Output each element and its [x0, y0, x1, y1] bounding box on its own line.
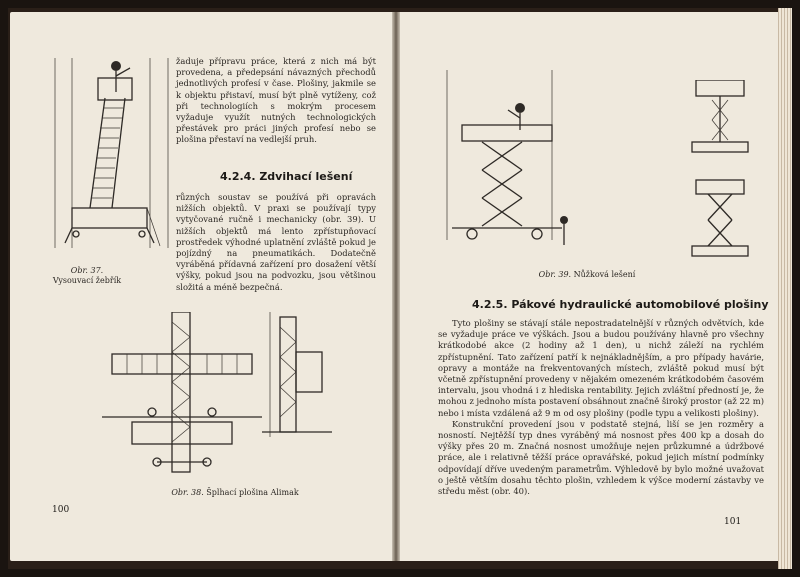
- figure-39-number: Obr. 39.: [538, 270, 572, 279]
- section-4-2-4-paragraph: různých soustav se používá při opravách nižších objektů. V praxi se používají typy vytyčované ručně i mechanicky (obr. 39). U nižších objektů má lento zpřístupňovací prostředek výhodné uplatnění zvláště pokud je pojízdný na pneumatikách. Dodatečně vyráběná přídavná zařízení pro dosažení větší výšky, pokud jsou na podvozku, jsou většinou složitá a méně bezpečná.: [176, 192, 376, 292]
- section-4-2-4-heading: 4.2.4. Zdvihací lešení: [220, 170, 353, 183]
- figure-38-title: Šplhací plošina Alimak: [206, 488, 299, 497]
- figure-37-title: Vysouvací žebřík: [52, 276, 122, 285]
- right-page: [400, 12, 782, 561]
- book-gutter: [392, 12, 400, 561]
- figure-38-number: Obr. 38.: [171, 488, 204, 497]
- right-page-number: 101: [724, 517, 742, 527]
- figure-39-title: Nůžková lešení: [573, 270, 636, 279]
- section-4-2-5-paragraph-2: Konstrukční provedení jsou v podstatě stejná, liší se jen rozměry a nosností. Nejtěžší typ dnes vyráběný má nosnost přes 400 kp a dosah do výšky přes 20 m. Značná nosnost umožňuje nejen průzkumné a údržbové práce, ale i relativně těžší práce opravářské, pokud jejich místní podmínky odpovídají dříve uvedeným parametrům. Výhledově by bylo možné uvažovat o ještě větším dosahu těchto plošin, vzhledem k výšce moderní zástavby ve středu měst (obr. 40).: [438, 418, 764, 497]
- figure-38-caption: [150, 488, 320, 498]
- figure-39-caption: [532, 270, 642, 280]
- figure-37-number: Obr. 37.: [70, 266, 104, 275]
- left-page: [10, 12, 392, 561]
- section-4-2-5-heading: 4.2.5. Pákové hydraulické automobilové plošiny: [472, 298, 769, 311]
- left-intro-paragraph: žaduje přípravu práce, která z nich má být provedena, a předepsání návazných přechodů jednotlivých profesí v čase. Plošiny, jakmile se k objektu přistaví, musí být plně vytíženy, což při technologiích s mokrým procesem vyžaduje využít nutných technologických přestávek pro práci jiných profesí nebo se plošina přestaví na vedlejší pruh.: [176, 56, 376, 145]
- figure-39-side-views-illustration: [690, 80, 760, 260]
- page-stack-edge: [778, 8, 792, 569]
- figure-37-ladder-illustration: [50, 48, 190, 268]
- section-4-2-5-body: [438, 318, 764, 497]
- figure-38-alimak-platform-illustration: [102, 312, 362, 482]
- book-spread: [8, 8, 792, 569]
- figure-39-scissor-lift-illustration: [442, 70, 572, 250]
- figure-37-caption: [52, 266, 122, 286]
- left-page-number: 100: [52, 505, 70, 515]
- section-4-2-5-paragraph-1: Tyto plošiny se stávají stále nepostradatelnější v různých odvětvích, kde se vyžaduje práce ve výškách. Jsou a budou používány hlavně pro všechny krátkodobé akce (2 hodiny až 1 den), u nichž záleží na rychlém zpřístupnění. Tato zařízení patří k nejnákladnějším, a pro případy havárie, opravy a montáže na frekventovaných místech, zvláště pokud musí být včetně zpřístupnění provedeny v nějakém omezeném krátkodobém časovém intervalu, jsou vhodná i z hlediska rentability. Jejich zvláštní předností je, že mohou z jednoho místa postavení obsáhnout značně široký prostor (až 22 m) nebo i místa vzdálená až 9 m od osy plošiny (podle typu a velikosti plošiny).: [438, 318, 764, 418]
